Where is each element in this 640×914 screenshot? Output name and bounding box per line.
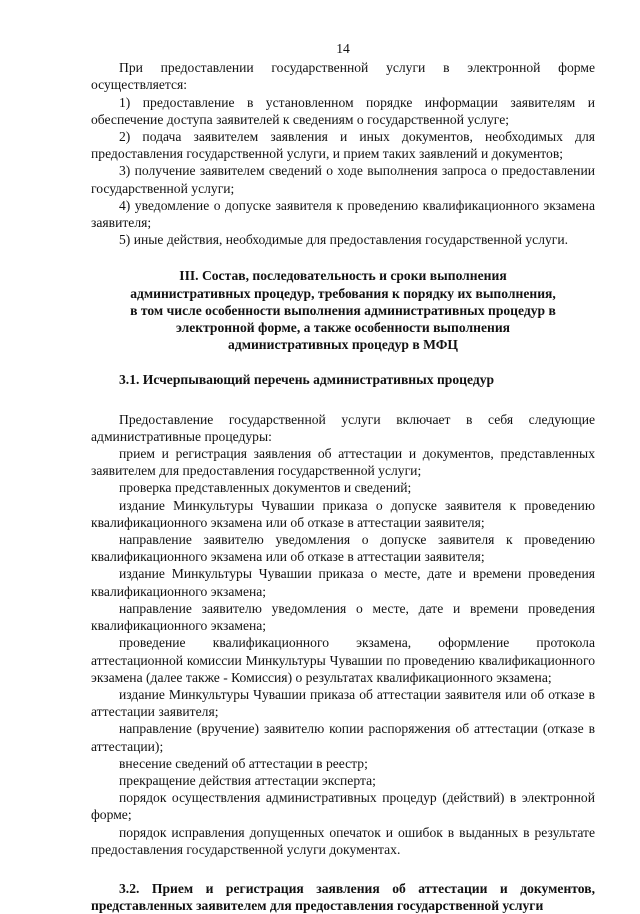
document-page xyxy=(91,40,595,914)
subsection-1-title: 3.1. Исчерпывающий перечень административных процедур xyxy=(119,372,495,388)
procedure-item: порядок исправления допущенных опечаток и ошибок в выданных в результате предоставления государственной услуги документах. xyxy=(91,824,595,857)
intro-item-2: 2) подача заявителем заявления и иных документов, необходимых для предоставления государственной услуги, и прием таких заявлений и документов; xyxy=(91,129,595,162)
procedure-item: направление заявителю уведомления о месте, дате и времени проведения квалификационного экзамена; xyxy=(91,600,595,634)
procedure-item: внесение сведений об аттестации в реестр; xyxy=(119,755,368,771)
procedure-item: проверка представленных документов и сведений; xyxy=(119,480,412,496)
intro-item-5: 5) иные действия, необходимые для предоставления государственной услуги. xyxy=(119,232,569,248)
procedure-item: направление (вручение) заявителю копии распоряжения об аттестации (отказе в аттестации); xyxy=(91,721,595,754)
subsection-2-title: 3.2. Прием и регистрация заявления об аттестации и документов, представленных заявителем для предоставления государственной услуги xyxy=(91,880,595,914)
procedure-item: издание Минкультуры Чувашии приказа об аттестации заявителя или об отказе в аттестации заявителя; xyxy=(91,686,595,720)
section-title-line: III. Состав, последовательность и сроки выполнения xyxy=(179,268,507,284)
procedure-item: направление заявителю уведомления о допуске заявителя к проведению квалификационного экзамена или об отказе в аттестации заявителя; xyxy=(91,532,595,565)
intro-item-3: 3) получение заявителем сведений о ходе выполнения запроса о предоставлении государственной услуги; xyxy=(91,163,595,196)
procedure-item: издание Минкультуры Чувашии приказа о месте, дате и времени проведения квалификационного экзамена; xyxy=(91,566,595,599)
section-title-line: административных процедур в МФЦ xyxy=(228,337,458,353)
section-title-line: административных процедур, требования к порядку их выполнения, xyxy=(130,285,556,301)
procedure-item: прием и регистрация заявления об аттестации и документов, представленных заявителем для предоставления государственной услуги; xyxy=(91,446,595,479)
intro-item-1: 1) предоставление в установленном порядке информации заявителям и обеспечение доступа заявителей к сведениям о государственной услуге; xyxy=(91,94,595,127)
procedure-item: прекращение действия аттестации эксперта; xyxy=(119,772,376,788)
page-number: 14 xyxy=(336,41,350,56)
procedure-item: издание Минкультуры Чувашии приказа о допуске заявителя к проведению квалификационного экзамена или об отказе в аттестации заявителя; xyxy=(91,497,595,530)
intro-paragraph: При предоставлении государственной услуги в электронной форме осуществляется: xyxy=(91,60,595,93)
subsection-1-intro: Предоставление государственной услуги включает в себя следующие административные процедуры: xyxy=(91,411,595,444)
section-title xyxy=(91,267,595,353)
procedure-item: порядок осуществления административных процедур (действий) в электронной форме; xyxy=(91,790,595,823)
section-title-line: электронной форме, а также особенности выполнения xyxy=(175,320,511,336)
procedure-item: проведение квалификационного экзамена, оформление протокола аттестационной комиссии Минкультуры Чувашии по проведению квалификационного экзамена (далее также - Комиссия) о результатах квалификационного экзамена; xyxy=(91,635,595,685)
section-title-line: в том числе особенности выполнения административных процедур в xyxy=(130,302,556,318)
intro-item-4: 4) уведомление о допуске заявителя к проведению квалификационного экзамена заявителя; xyxy=(91,197,595,231)
